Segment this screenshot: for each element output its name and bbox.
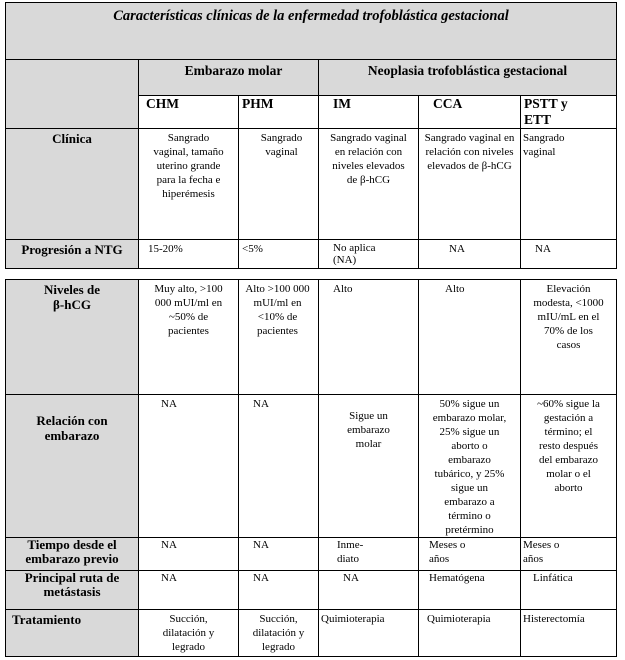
row-header-tratamiento: Tratamiento [6, 610, 139, 657]
column-header-phm: PHM [239, 96, 319, 129]
cell-ruta-chm: NA [139, 571, 239, 610]
cell-tratamiento-im: Quimioterapia [319, 610, 419, 657]
row-header-progresion: Progresión a NTG [6, 240, 139, 269]
cell-progresion-phm: <5% [239, 240, 319, 269]
row-header-ruta: Principal ruta de metástasis [6, 571, 139, 610]
cell-relacion-phm: NA [239, 395, 319, 538]
table-title: Características clínicas de la enfermedad trofoblástica gestacional [6, 3, 617, 60]
row-header-clinica: Clínica [6, 129, 139, 240]
cell-progresion-im: No aplica (NA) [319, 240, 419, 269]
cell-tiempo-chm: NA [139, 538, 239, 571]
cell-relacion-pstt: ~60% sigue la gestación a término; el resto después del embarazo molar o el aborto [521, 395, 617, 538]
column-header-cca: CCA [419, 96, 521, 129]
cell-progresion-cca: NA [419, 240, 521, 269]
cell-niveles-cca: Alto [419, 280, 521, 395]
row-header-tiempo: Tiempo desde el embarazo previo [6, 538, 139, 571]
row-header-relacion: Relación con embarazo [6, 395, 139, 538]
cell-clinica-pstt: Sangrado vaginal [521, 129, 617, 240]
cell-tratamiento-cca: Quimioterapia [419, 610, 521, 657]
cell-ruta-cca: Hematógena [419, 571, 521, 610]
cell-relacion-chm: NA [139, 395, 239, 538]
cell-ruta-pstt: Linfática [521, 571, 617, 610]
cell-tiempo-phm: NA [239, 538, 319, 571]
cell-progresion-chm: 15-20% [139, 240, 239, 269]
cell-clinica-im: Sangrado vaginal en relación con niveles elevados de β-hCG [319, 129, 419, 240]
cell-tiempo-pstt: Meses o años [521, 538, 617, 571]
cell-niveles-chm: Muy alto, >100 000 mUI/ml en ~50% de pacientes [139, 280, 239, 395]
row-header-niveles: Niveles de β-hCG [6, 280, 139, 395]
column-header-im: IM [319, 96, 419, 129]
cell-tiempo-im: Inme-diato [319, 538, 419, 571]
corner-cell [6, 60, 139, 129]
cell-tratamiento-chm: Succión, dilatación y legrado [139, 610, 239, 657]
group-header-neoplasia: Neoplasia trofoblástica gestacional [319, 60, 617, 96]
group-header-molar: Embarazo molar [139, 60, 319, 96]
cell-clinica-chm: Sangrado vaginal, tamaño uterino grande para la fecha e hiperémesis [139, 129, 239, 240]
cell-ruta-phm: NA [239, 571, 319, 610]
table-frame [5, 2, 616, 657]
cell-relacion-im: Sigue un embarazo molar [319, 395, 419, 538]
cell-tratamiento-phm: Succión, dilatación y legrado [239, 610, 319, 657]
cell-tiempo-cca: Meses o años [419, 538, 521, 571]
cell-relacion-cca: 50% sigue un embarazo molar, 25% sigue un aborto o embarazo tubárico, y 25% sigue un embarazo a término o pretérmino [419, 395, 521, 538]
clinical-table-lower [5, 279, 617, 657]
cell-niveles-phm: Alto >100 000 mUI/ml en <10% de pacientes [239, 280, 319, 395]
cell-niveles-im: Alto [319, 280, 419, 395]
cell-clinica-phm: Sangrado vaginal [239, 129, 319, 240]
column-header-pstt: PSTT y ETT [521, 96, 617, 129]
column-header-chm: CHM [139, 96, 239, 129]
cell-tratamiento-pstt: Histerectomía [521, 610, 617, 657]
cell-ruta-im: NA [319, 571, 419, 610]
cell-clinica-cca: Sangrado vaginal en relación con niveles elevados de β-hCG [419, 129, 521, 240]
cell-progresion-pstt: NA [521, 240, 617, 269]
clinical-table-upper [5, 2, 617, 269]
cell-niveles-pstt: Elevación modesta, <1000 mIU/mL en el 70% de los casos [521, 280, 617, 395]
